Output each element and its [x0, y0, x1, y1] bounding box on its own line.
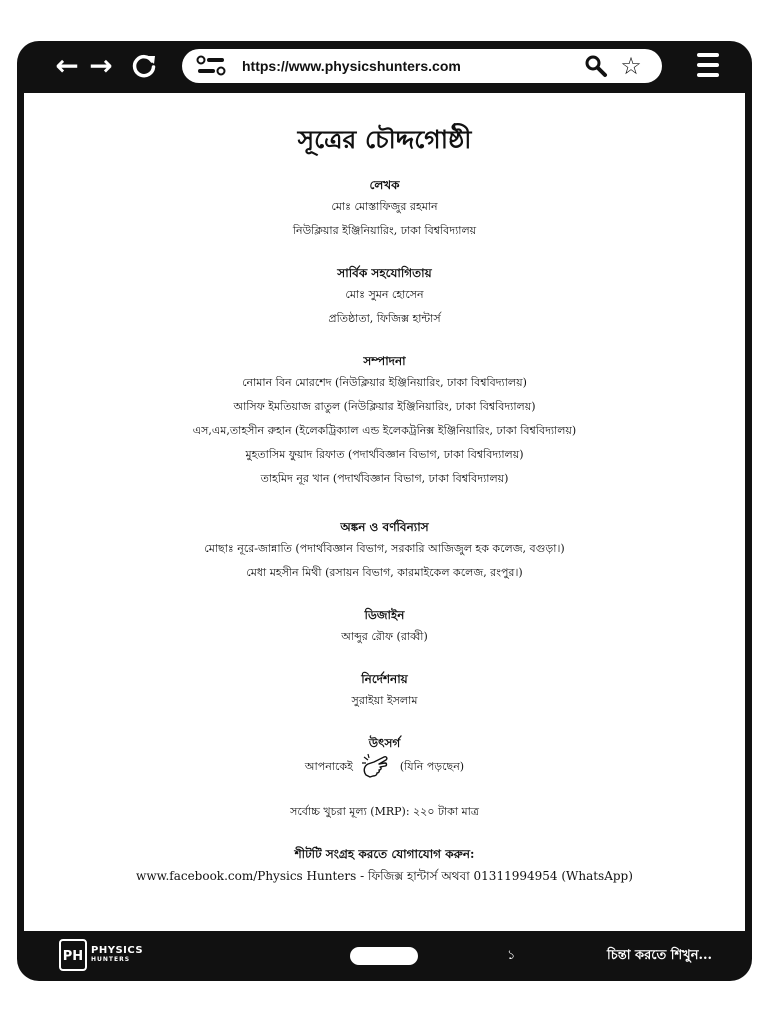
back-arrow-icon[interactable]: ←	[55, 49, 79, 82]
home-indicator[interactable]	[350, 947, 418, 965]
designer-name: আব্দুর রৌফ (রাব্বী)	[341, 630, 428, 643]
dedication-text: আপনাকেই	[304, 760, 353, 773]
section-heading: ডিজাইন	[364, 608, 405, 622]
hamburger-menu-icon[interactable]	[697, 53, 719, 79]
illustration-section	[24, 517, 745, 585]
editing-section	[24, 351, 745, 491]
dedication-text-after: (যিনি পড়ছেন)	[399, 760, 465, 773]
section-heading: অঙ্কন ও বর্ণবিন্যাস	[340, 520, 429, 534]
logo-mark: PH	[59, 939, 87, 971]
illustrator-line: মেধা মহসীন মিথী (রসায়ন বিভাগ, কারমাইকেল কলেজ, রংপুর।)	[246, 566, 523, 579]
slogan: চিন্তা করতে শিখুন...	[607, 948, 713, 963]
editor-line: তাহমিদ নূর খান (পদার্থবিজ্ঞান বিভাগ, ঢাকা বিশ্ববিদ্যালয়)	[260, 472, 509, 485]
site-settings-icon[interactable]	[196, 55, 226, 77]
contact-heading: শীটটি সংগ্রহ করতে যোগাযোগ করুন:	[294, 847, 475, 861]
section-heading: সার্বিক সহযোগিতায়	[337, 266, 432, 280]
support-section	[24, 263, 745, 331]
url-text[interactable]: https://www.physicshunters.com	[242, 58, 461, 74]
contact-line[interactable]: www.facebook.com/Physics Hunters - ফিজিক্স হান্টার্স অথবা 01311994954 (WhatsApp)	[136, 869, 633, 883]
editor-line: আসিফ ইমতিয়াজ রাতুল (নিউক্লিয়ার ইঞ্জিনিয়ারিং, ঢাকা বিশ্ববিদ্যালয়)	[233, 400, 536, 413]
reload-icon[interactable]	[127, 49, 161, 83]
illustrator-line: মোছাঃ নূরে-জান্নাতি (পদার্থবিজ্ঞান বিভাগ, সরকারি আজিজুল হক কলেজ, বগুড়া।)	[204, 542, 565, 555]
footer-bar	[17, 931, 752, 981]
forward-arrow-icon[interactable]: →	[89, 49, 113, 82]
section-heading: লেখক	[369, 178, 400, 192]
logo-text	[91, 946, 143, 964]
section-heading: সম্পাদনা	[363, 354, 406, 368]
director-name: সুরাইয়া ইসলাম	[351, 694, 418, 707]
page-number: ১	[507, 948, 516, 963]
editor-line: এস,এম,তাহসীন রুহান (ইলেকট্রিক্যাল এন্ড ইলেকট্রনিক্স ইঞ্জিনিয়ারিং, ঢাকা বিশ্ববিদ্যালয়)	[192, 424, 577, 437]
document-page	[24, 93, 745, 931]
logo-title: PHYSICS	[91, 945, 144, 956]
address-bar[interactable]	[182, 49, 662, 83]
section-heading: নির্দেশনায়	[361, 672, 408, 686]
editor-line: নোমান বিন মোরশেদ (নিউক্লিয়ার ইঞ্জিনিয়ারিং, ঢাকা বিশ্ববিদ্যালয়)	[242, 376, 527, 389]
search-icon[interactable]	[584, 54, 608, 78]
author-section	[24, 175, 745, 243]
direction-section	[24, 669, 745, 713]
supporter-name: মোঃ সুমন হোসেন	[345, 288, 424, 301]
design-section	[24, 605, 745, 649]
author-affiliation: নিউক্লিয়ার ইঞ্জিনিয়ারিং, ঢাকা বিশ্ববিদ্যালয়	[292, 224, 477, 237]
browser-toolbar	[17, 41, 752, 93]
section-heading: উৎসর্গ	[368, 736, 401, 750]
editor-line: মুহতাসিম ফুয়াদ রিফাত (পদার্থবিজ্ঞান বিভাগ, ঢাকা বিশ্ববিদ্যালয়)	[245, 448, 524, 461]
dedication-section	[24, 733, 745, 781]
document-title: সূত্রের চৌদ্দগোষ্ঠী	[297, 125, 472, 154]
supporter-role: প্রতিষ্ঠাতা, ফিজিক্স হান্টার্স	[328, 312, 441, 325]
device-frame	[17, 41, 752, 981]
price-line: সর্বোচ্চ খুচরা মূল্য (MRP): ২২০ টাকা মাত্র	[290, 805, 479, 818]
author-name: মোঃ মোস্তাফিজুর রহমান	[331, 200, 438, 213]
logo-subtitle: HUNTERS	[91, 956, 131, 963]
star-icon[interactable]: ☆	[620, 52, 642, 80]
physics-hunters-logo	[59, 939, 159, 973]
pointing-hand-icon	[360, 753, 392, 781]
dedication-line	[24, 753, 745, 781]
